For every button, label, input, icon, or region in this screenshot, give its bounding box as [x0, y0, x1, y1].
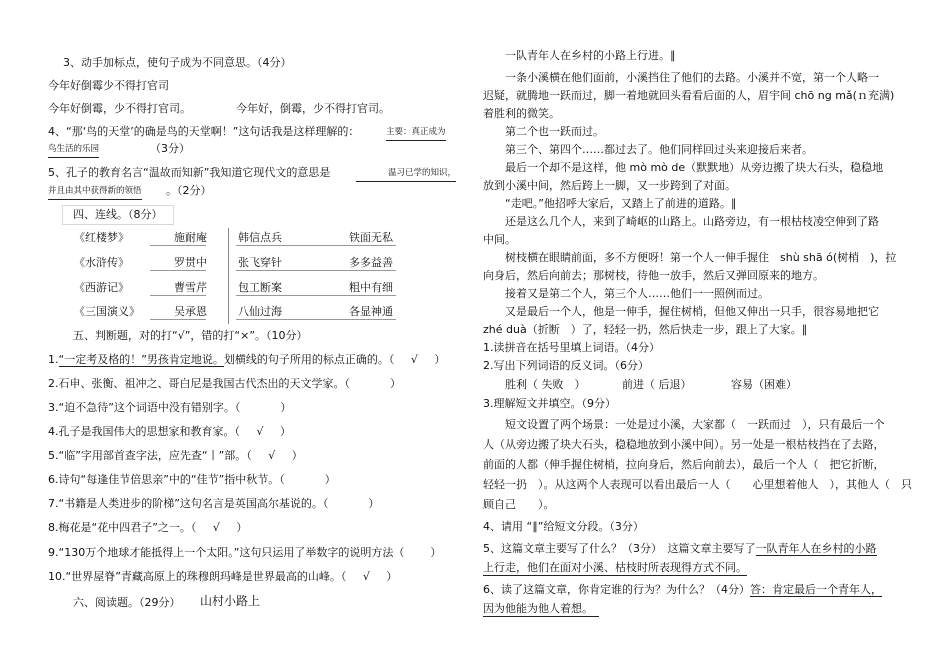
- judge-8-text: 8.梅花是“花中四君子”之一。（: [48, 521, 197, 534]
- judge-10-text: 10.“世界屋脊”青藏高原上的珠穆朗玛峰是世界最高的山峰。（: [48, 570, 347, 583]
- q3-fill-line2: 人（从旁边搬了块大石头，稳稳地放到小溪中间）。另一处是一根枯枝挡在了去路，: [483, 438, 885, 451]
- judge-6-text: 6.诗句“每逢佳节倍思亲”中的“佳节”指中秋节。（: [48, 473, 285, 486]
- antonym-1: 胜利（ 失败 ）: [505, 378, 586, 391]
- story-p4: 第三个、第四个……都过去了。他们同样回过头来迎接后来者。: [505, 143, 813, 156]
- story-p9: 接着又是第二个人，第三个人……他们一一照例而过。: [505, 287, 769, 300]
- question-5: 5、孔子的教育名言“温故而知新”我知道它现代文的意思是: [48, 166, 331, 179]
- judge-8-mark: √: [212, 521, 220, 534]
- reading-q2: 2.写出下列词语的反义词。（6分）: [483, 359, 649, 372]
- match-rule-4: [236, 270, 396, 271]
- judge-item-9: 9.“130万个地球才能抵得上一个太阳。”这句只运用了举数字的说明方法（ ）: [48, 546, 442, 559]
- match-author: 曹雪芹: [174, 281, 207, 294]
- reading-q5-answer-2: 上行走，他们在面对小溪、枯枝时所表现得方式不同。: [483, 561, 747, 574]
- match-rule-5: [150, 295, 206, 296]
- reading-q5-text: 5、这篇文章主要写了什么？（3分） 这篇文章主要写了: [483, 542, 756, 555]
- match-idiom-right: 铁面无私: [349, 231, 393, 244]
- match-divider: [228, 228, 229, 324]
- reading-q5-answer-1: 一队青年人在乡村的小路: [755, 542, 877, 555]
- match-author: 罗贯中: [174, 256, 207, 269]
- judge-item-1: 1.“一定考及格的！”男孩肯定地说。划横线的句子所用的标点正确的。（ √ ）: [48, 353, 446, 366]
- q5-answer-line1: 温习已学的知识，: [356, 166, 456, 182]
- judge-5-text: 5.“临”字用部首查字法，应先查“丨”部。（: [48, 449, 252, 462]
- antonym-3: 容易（困难）: [731, 378, 797, 391]
- match-rule-2: [236, 245, 396, 246]
- judge-item-6: 6.诗句“每逢佳节倍思亲”中的“佳节”指中秋节。（ ）: [48, 473, 336, 486]
- judge-item-8: 8.梅花是“花中四君子”之一。（ √ ）: [48, 521, 248, 534]
- story-p2-line2: 迟疑，就腾地一跃而过，脚一着地就回头看看后面的人，眉宇间 chō ng mǎ(ｎ充满): [483, 89, 895, 102]
- q4-answer-line1: 主要：真正成为: [386, 125, 446, 141]
- q3-original-sentence: 今年好倒霉少不得打官司: [48, 79, 169, 92]
- story-p3: 第二个也一跃而过。: [505, 125, 604, 138]
- question-3: 3、动手加标点，使句子成为不同意思。（4分）: [63, 56, 292, 69]
- match-book: 《水浒传》: [74, 256, 129, 269]
- match-idiom-left: 张飞穿针: [238, 256, 282, 269]
- judge-9-text: 9.“130万个地球才能抵得上一个太阳。”这句只运用了举数字的说明方法（: [48, 546, 405, 559]
- judge-item-3: 3.“迫不急待”这个词语中没有错别字。（ ）: [48, 401, 292, 414]
- antonym-2: 前进（ 后退）: [622, 378, 692, 391]
- match-rule-3: [150, 270, 206, 271]
- q3-fill-line4: 轻轻一扔 ）。从这两个人表现可以看出最后一人（ 心里想着他人 ），其他人（ 只: [483, 478, 912, 491]
- match-rule-6: [236, 295, 396, 296]
- reading-q5: [483, 541, 877, 556]
- reading-q3: 3.理解短文并填空。（9分）: [483, 397, 616, 410]
- judge-1-text: 划横线的句子所用的标点正确的。（: [223, 353, 395, 366]
- reading-q1: 1.读拼音在括号里填上词语。（4分）: [483, 341, 660, 354]
- judge-item-5: 5.“临”字用部首查字法，应先查“丨”部。（ √ ）: [48, 449, 303, 462]
- match-book: 《三国演义》: [74, 305, 140, 318]
- judge-2-text: 2.石申、张衡、祖冲之、哥白尼是我国古代杰出的天文学家。（: [48, 377, 350, 390]
- story-p5-line1: 最后一个却不是这样，他 mò mò de（默默地）从旁边搬了块大石头，稳稳地: [505, 161, 884, 174]
- match-idiom-left: 包工断案: [238, 281, 282, 294]
- q5-score: 。（2分）: [166, 184, 212, 197]
- judge-5-mark: √: [268, 449, 276, 462]
- q3-fill-line5: 顾自己 ）。: [483, 498, 555, 511]
- story-p1: 一队青年人在乡村的小路上行进。∥: [505, 49, 676, 62]
- match-idiom-right: 各显神通: [349, 305, 393, 318]
- judge-3-text: 3.“迫不急待”这个词语中没有错别字。（: [48, 401, 241, 414]
- story-p7-line1: 还是这么几个人，来到了崎岖的山路上。山路旁边，有一根枯枝凌空伸到了路: [505, 215, 879, 228]
- story-title: 山村小路上: [200, 594, 261, 608]
- judge-4-mark: √: [256, 425, 264, 438]
- match-author: 吴承恩: [174, 305, 207, 318]
- reading-q6-text: 6、读了这篇文章，你肯定谁的行为？为什么？（4分）: [483, 583, 750, 596]
- story-p8-line2: 向身后，然后向前去；那树枝，待他一放手，然后又弹回原来的地方。: [483, 269, 824, 282]
- match-book: 《红楼梦》: [74, 231, 129, 244]
- match-idiom-left: 韩信点兵: [238, 231, 282, 244]
- reading-q6-answer-2: 因为他能为他人着想。: [483, 601, 599, 617]
- judge-item-4: 4.孔子是我国伟大的思想家和教育家。（ √ ）: [48, 425, 291, 438]
- judge-4-text: 4.孔子是我国伟大的思想家和教育家。（: [48, 425, 240, 438]
- story-p8-line1: 树枝横在眼睛前面，多不方便呀！第一个人一伸手握住 shù shā ó(树梢 )，拉: [505, 251, 897, 264]
- story-p6: “走吧。”他招呼大家后，又踏上了前进的道路。∥: [505, 197, 737, 210]
- match-rule-1: [150, 245, 206, 246]
- judge-10-mark: √: [362, 570, 370, 583]
- section-5-heading: 五、判断题，对的打“√”，错的打“×”。（10分）: [73, 329, 308, 342]
- section-6-heading: 六、阅读题。（29分）: [73, 596, 181, 609]
- judge-1-underlined: “一定考及格的！”男孩肯定地说。: [58, 353, 224, 366]
- judge-1-number: 1.: [48, 353, 59, 366]
- judge-item-7: 7.“书籍是人类进步的阶梯”这句名言是英国高尔基说的。（ ）: [48, 497, 380, 510]
- judge-7-text: 7.“书籍是人类进步的阶梯”这句名言是英国高尔基说的。（: [48, 497, 329, 510]
- section-4-box: [62, 205, 174, 225]
- match-rule-7: [150, 319, 206, 320]
- story-p5-line2: 放到小溪中间，然后跨上一脚，又一步跨到了对面。: [483, 179, 736, 192]
- q4-score: （3分）: [150, 142, 190, 155]
- story-p2-line3: 着胜利的微笑。: [483, 107, 560, 120]
- story-p2-line1: 一条小溪横在他们面前，小溪挡住了他们的去路。小溪并不宽，第一个人略一: [505, 71, 879, 84]
- q3-fill-line1: 短文设置了两个场景：一处是过小溪，大家都（ 一跃而过 ），只有最后一个: [505, 418, 885, 431]
- judge-item-2: 2.石申、张衡、祖冲之、哥白尼是我国古代杰出的天文学家。（ ）: [48, 377, 401, 390]
- reading-q6-answer-1: 答：肯定最后一个青年人，: [750, 583, 882, 596]
- story-p10-line1: 又是最后一个人，他是一伸手，握住树梢，但他又伸出一只手，很容易地把它: [505, 305, 879, 318]
- match-author: 施耐庵: [174, 231, 207, 244]
- section-4-heading: 四、连线。（8分）: [73, 208, 163, 221]
- story-p10-line2: zhé duà（折断 ）了，轻轻一扔，然后快走一步，跟上了大家。∥: [483, 323, 808, 336]
- match-idiom-left: 八仙过海: [238, 305, 282, 318]
- question-4: 4、“那‘鸟的天堂’的确是鸟的天堂啊！”这句话我是这样理解的：: [48, 125, 360, 138]
- match-idiom-right: 粗中有细: [349, 281, 393, 294]
- q3-answer-a: 今年好倒霉，少不得打官司。: [48, 102, 191, 115]
- q3-fill-line3: 前面的人都（伸手握住树梢，拉向身后，然后向前去），最后一个人（ 把它折断，: [483, 458, 885, 471]
- match-idiom-right: 多多益善: [349, 256, 393, 269]
- match-rule-8: [236, 319, 396, 320]
- judge-item-10: 10.“世界屋脊”青藏高原上的珠穆朗玛峰是世界最高的山峰。（ √ ）: [48, 570, 398, 583]
- q3-answer-b: 今年好，倒霉，少不得打官司。: [236, 102, 390, 115]
- reading-q4: 4、请用 “∥”给短文分段。（3分）: [483, 520, 644, 533]
- q5-answer-line2: 并且由其中获得新的领悟: [48, 184, 142, 200]
- q4-answer-line2: 鸟生活的乐园: [48, 142, 99, 158]
- match-book: 《西游记》: [74, 281, 129, 294]
- reading-q6: [483, 582, 882, 597]
- story-p7-line2: 中间。: [483, 233, 516, 246]
- judge-1-mark: √: [410, 353, 418, 366]
